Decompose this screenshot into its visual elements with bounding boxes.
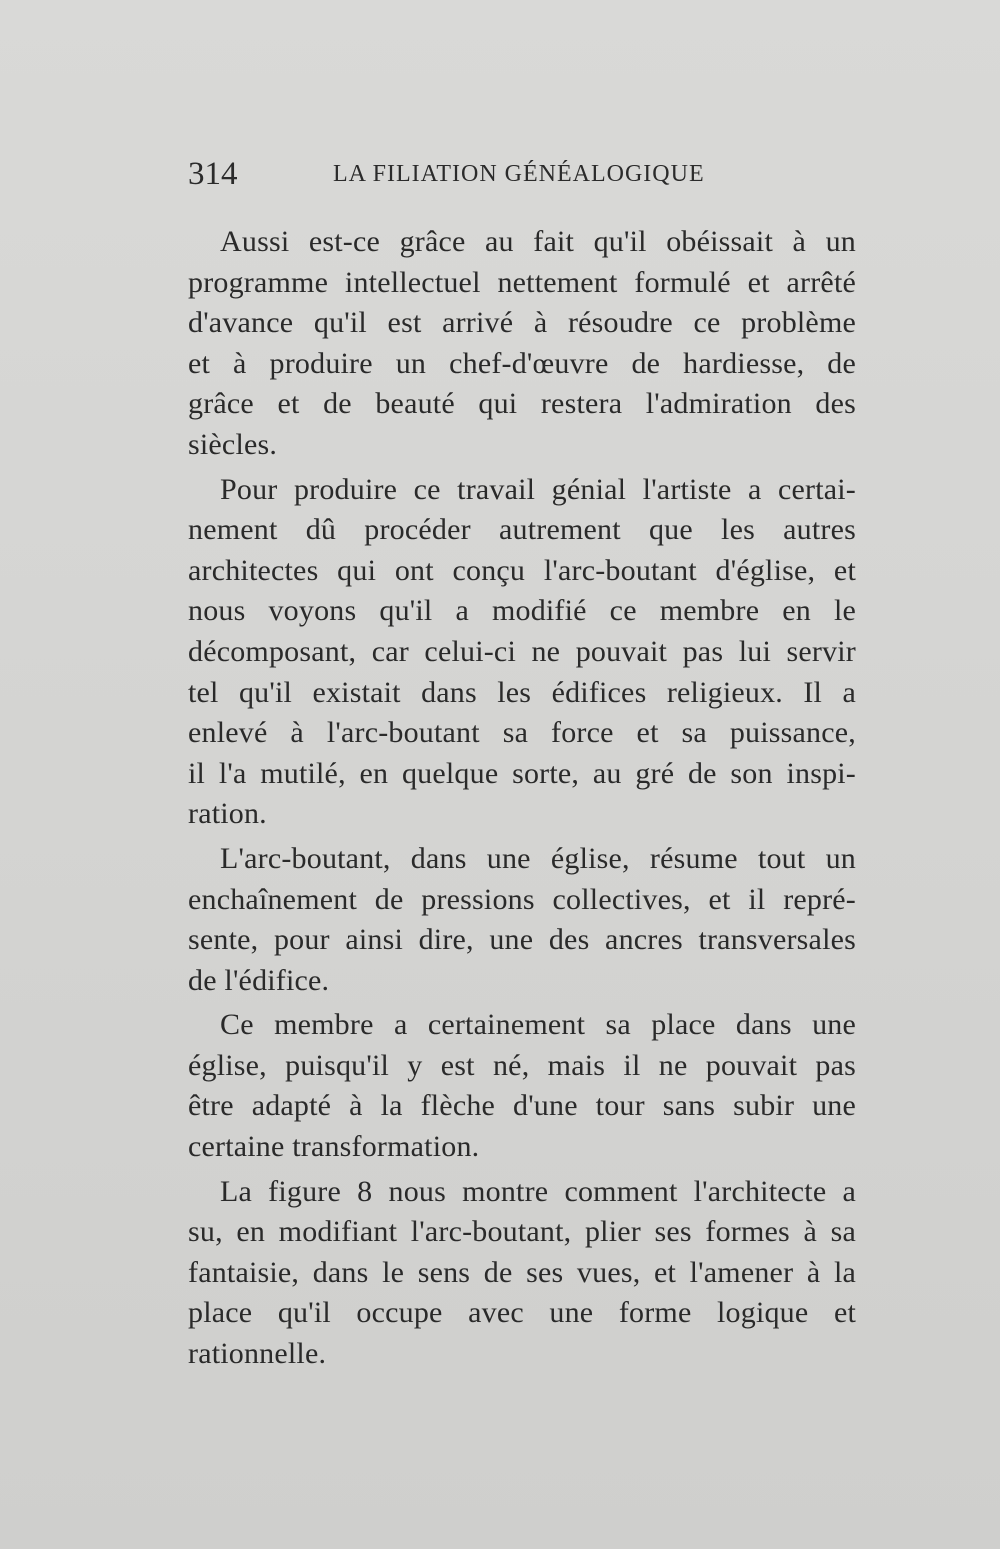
text-line: fantaisie, dans le sens de ses vues, et l'amener à la — [188, 1255, 856, 1289]
text-line: place qu'il occupe avec une forme logique et — [188, 1296, 856, 1330]
body-text — [188, 222, 856, 1379]
text-line: certaine transformation. — [188, 1130, 480, 1164]
text-line: nous voyons qu'il a modifié ce membre en le — [188, 594, 856, 628]
text-line: enlevé à l'arc-boutant sa force et sa puissance, — [188, 716, 856, 750]
text-line: su, en modifiant l'arc-boutant, plier ses formes à sa — [188, 1215, 856, 1249]
text-line: enchaînement de pressions collectives, et il repré- — [188, 882, 856, 916]
text-line: grâce et de beauté qui restera l'admiration des — [188, 387, 856, 421]
running-title: LA FILIATION GÉNÉALOGIQUE — [333, 161, 705, 187]
text-line: et à produire un chef-d'œuvre de hardiesse, de — [188, 346, 856, 380]
text-line: église, puisqu'il y est né, mais il ne pouvait pas — [188, 1048, 856, 1082]
paragraph-1 — [188, 222, 856, 466]
text-line: nement dû procéder autrement que les autres — [188, 513, 856, 547]
text-line: sente, pour ainsi dire, une des ancres transversales — [188, 923, 856, 957]
paragraph-3 — [188, 839, 856, 1001]
text-line: programme intellectuel nettement formulé et arrêté — [188, 265, 856, 299]
text-line: être adapté à la flèche d'une tour sans subir une — [188, 1089, 856, 1123]
text-line: Aussi est-ce grâce au fait qu'il obéissait à un — [220, 225, 856, 258]
paragraph-5 — [188, 1172, 856, 1375]
text-line: rationnelle. — [188, 1337, 327, 1371]
text-line: d'avance qu'il est arrivé à résoudre ce problème — [188, 306, 856, 340]
text-line: L'arc-boutant, dans une église, résume tout un — [220, 841, 856, 875]
text-line: tel qu'il existait dans les édifices religieux. Il a — [188, 675, 856, 709]
text-line: Pour produire ce travail génial l'artiste a certai- — [220, 472, 856, 506]
text-line: de l'édifice. — [188, 963, 330, 997]
text-line: La figure 8 nous montre comment l'architecte a — [220, 1174, 856, 1208]
text-line: Ce membre a certainement sa place dans une — [220, 1008, 856, 1042]
text-line: il l'a mutilé, en quelque sorte, au gré de son inspi- — [188, 756, 856, 790]
page-number: 314 — [188, 156, 238, 192]
text-line: architectes qui ont conçu l'arc-boutant d'église, et — [188, 553, 856, 587]
paragraph-2 — [188, 470, 856, 835]
page-header — [188, 152, 858, 196]
text-line: décomposant, car celui-ci ne pouvait pas lui servir — [188, 634, 856, 668]
text-line: siècles. — [188, 427, 278, 461]
text-line: ration. — [188, 797, 267, 831]
paragraph-4 — [188, 1005, 856, 1167]
